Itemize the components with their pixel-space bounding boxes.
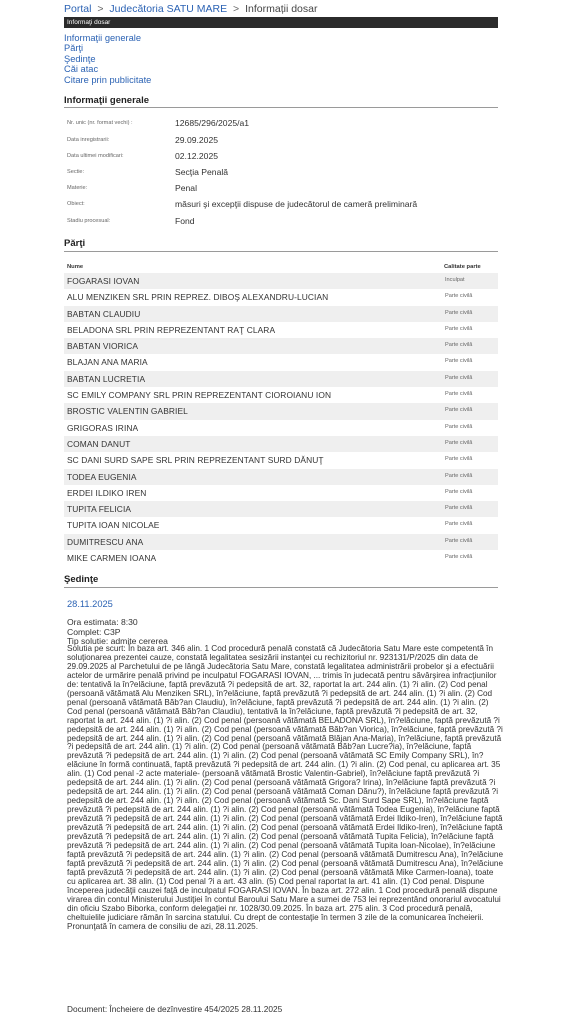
table-row bbox=[64, 354, 498, 370]
table-row bbox=[64, 534, 498, 550]
party-name: BLAJAN ANA MARIA bbox=[67, 357, 148, 368]
info-value: 29.09.2025 bbox=[175, 135, 219, 145]
info-row-nr-unic bbox=[67, 118, 497, 135]
party-name: TODEA EUGENIA bbox=[67, 471, 137, 482]
table-row bbox=[64, 403, 498, 419]
table-row bbox=[64, 436, 498, 452]
party-name: DUMITRESCU ANA bbox=[67, 536, 144, 547]
table-row bbox=[64, 273, 498, 289]
hearing-document: Document: Încheiere de dezînvestire 454/2025 28.11.2025 bbox=[67, 1004, 283, 1014]
column-header-calitate: Calitate parte bbox=[444, 264, 481, 270]
breadcrumb-portal-link[interactable]: Portal bbox=[64, 3, 92, 15]
party-name: TUPITA FELICIA bbox=[67, 504, 132, 515]
info-value: 12685/296/2025/a1 bbox=[175, 118, 250, 128]
party-role: Parte civilă bbox=[445, 521, 473, 528]
table-row bbox=[64, 469, 498, 485]
table-row bbox=[64, 485, 498, 501]
party-role: Parte civilă bbox=[445, 472, 473, 479]
info-value: Penal bbox=[175, 183, 197, 193]
info-value: 02.12.2025 bbox=[175, 151, 219, 161]
divider bbox=[64, 251, 498, 252]
table-row bbox=[64, 452, 498, 468]
info-label: Stadiu procesual: bbox=[67, 218, 111, 224]
party-role: Parte civilă bbox=[445, 358, 473, 365]
page-title-bar: Informaţi dosar bbox=[64, 17, 498, 28]
party-name: GRIGORAS IRINA bbox=[67, 422, 139, 433]
column-header-nume: Nume bbox=[67, 264, 84, 270]
nav-link-citare-publicitate[interactable]: Citare prin publicitate bbox=[64, 74, 152, 85]
party-name: COMAN DANUT bbox=[67, 438, 131, 449]
party-role: Parte civilă bbox=[445, 407, 473, 414]
table-row bbox=[64, 289, 498, 305]
table-row bbox=[64, 517, 498, 533]
table-row bbox=[64, 306, 498, 322]
party-role: Parte civilă bbox=[445, 342, 473, 349]
party-name: BABTAN VIORICA bbox=[67, 341, 139, 352]
nav-link-parti[interactable]: Părţi bbox=[64, 43, 84, 54]
info-label: Materie: bbox=[67, 185, 88, 191]
breadcrumb-separator: > bbox=[233, 3, 240, 15]
table-row bbox=[64, 501, 498, 517]
party-role: Parte civilă bbox=[445, 391, 473, 398]
section-heading-sedinte: Şedinţe bbox=[64, 574, 99, 585]
info-label: Nr. unic (nr. format vechi) : bbox=[67, 120, 133, 126]
party-role: Parte civilă bbox=[445, 293, 473, 300]
party-name: TUPITA IOAN NICOLAE bbox=[67, 520, 160, 531]
table-row bbox=[64, 550, 498, 566]
divider bbox=[64, 587, 498, 588]
party-role: Parte civilă bbox=[445, 439, 473, 446]
table-row bbox=[64, 338, 498, 354]
party-name: ERDEI ILDIKO IREN bbox=[67, 487, 147, 498]
info-value: Fond bbox=[175, 216, 195, 226]
breadcrumb-separator: > bbox=[97, 3, 104, 15]
hearing-panel: Complet: C3P bbox=[67, 627, 121, 637]
table-row bbox=[64, 322, 498, 338]
party-role: Parte civilă bbox=[445, 488, 473, 495]
party-name: FOGARASI IOVAN bbox=[67, 276, 140, 286]
breadcrumb-current: Informații dosar bbox=[245, 3, 318, 15]
info-row-data-modificari bbox=[67, 151, 497, 168]
info-value: Secţia Penală bbox=[175, 167, 229, 177]
parti-table-header bbox=[64, 262, 498, 272]
party-role: Parte civilă bbox=[445, 309, 473, 316]
party-role: Parte civilă bbox=[445, 554, 473, 561]
nav-link-cai-atac[interactable]: Căi atac bbox=[64, 64, 99, 75]
party-role: Parte civilă bbox=[445, 423, 473, 430]
hearing-time: Ora estimata: 8:30 bbox=[67, 617, 138, 627]
party-name: BABTAN CLAUDIU bbox=[67, 308, 141, 319]
party-role: Parte civilă bbox=[445, 537, 473, 544]
info-row-obiect bbox=[67, 199, 497, 216]
divider bbox=[64, 107, 498, 108]
table-row bbox=[64, 387, 498, 403]
breadcrumb-court-link[interactable]: Judecătoria SATU MARE bbox=[109, 3, 228, 15]
info-label: Data inregistrarii: bbox=[67, 137, 110, 143]
nav-link-informatii-generale[interactable]: Informaţii generale bbox=[64, 33, 141, 43]
party-name: ALU MENZIKEN SRL PRIN REPREZ. DIBOŞ ALEXANDRU-LUCIAN bbox=[67, 292, 329, 303]
party-name: BELADONA SRL PRIN REPREZENTANT RAŢ CLARA bbox=[67, 324, 276, 335]
info-row-sectie bbox=[67, 167, 497, 184]
info-label: Data ultimei modificari: bbox=[67, 153, 124, 159]
table-row bbox=[64, 420, 498, 436]
table-row bbox=[64, 371, 498, 387]
party-role: Parte civilă bbox=[445, 505, 473, 512]
hearing-solution-text: Solutia pe scurt: În baza art. 346 alin. 1 Cod procedură penală constată că Judecătoria Satu Mare este competentă în soluţionarea prezentei cauze, constată legalitatea sesizării instanţei cu rechizitoriul nr. 923131/P/2025 din data de 29.09.2025 al Parchetului de pe lângă Judecătoria Satu Mare, constată legalitatea administrării probelor şi a efectuării actelor de urmărire penală privind pe inculpatul FOGARASI IOVAN, ... trimis în judecată pentru săvârşirea infracţiunilor de: tentativă la în?elăciune, faptă prevăzută ?i pedepsită de art. 32, raportat la art. 244 alin. (1) ?i alin. (2) Cod penal (persoană vătămată Alu Menziken SRL), în?elăciune, faptă prevăzută ?i pedepsită de art. 244 alin. (1) ?i alin. (2) Cod penal (persoană vătămată Băb?an Claudiu), în?elăciune, faptă prevăzută ?i pedepsită de art. 244 alin. (1) ?i alin. (2) Cod penal (persoană vătămată Băb?an Claudiu), tentativă la în?elăciune, faptă prevăzută ?i pedepsită de art. 32, raportat la art. 244 alin. (1) ?i alin. (2) Cod penal (persoană vătămată BELADONA SRL), în?elăciune, faptă prevăzută ?i pedepsită de art. 244 alin. (1) ?i alin. (2) Cod penal (persoană vătămată Băb?an Viorica), în?elăciune, faptă prevăzută ?i pedepsită de art. 244 alin. (1) ?i alin. (2) Cod penal (persoană vătămată Blăjan Ana-Maria), în?elăciune, faptă prevăzută ?i pedepsită de art. 244 alin. (1) ?i alin. (2) Cod penal (persoană vătămată Băb?an Lucre?ia), în?elăciune, faptă prevăzută ?i pedepsită de art. 244 alin. (1) ?i alin. (2) Cod penal (persoană vătămată SC Emily Company SRL), în?elăciune în formă continuată, faptă prevăzută ?i pedepsită de art. 244 alin. (1) ?i alin. (2) Cod penal, cu aplicarea art. 35 alin. (1) Cod penal -2 acte materiale- (persoană vătămată Brostic Valentin-Gabriel), în?elăciune faptă prevăzută ?i pedepsită de art. 244 alin. (1) ?i alin. (2) Cod penal (persoană vătămată Grigora? Irina), în?elăciune faptă prevăzută ?i pedepsită de art. 244 alin. (1) ?i alin. (2) Cod penal (persoană vătămată Coman Dănu?), în?elăciune faptă prevăzută ?i pedepsită de art. 244 alin. (1) ?i alin. (2) Cod penal (persoană vătămată Sc. Dani Surd Sape SRL), în?elăciune faptă prevăzută ?i pedepsită de art. 244 alin. (1) ?i alin. (2) Cod penal (persoană vătămată Todea Eugenia), în?elăciune faptă prevăzută ?i pedepsită de art. 244 alin. (1) ?i alin. (2) Cod penal (persoană vătămată Erdei Ildiko-Iren), în?elăciune faptă prevăzută ?i pedepsită de art. 244 alin. (1) ?i alin. (2) Cod penal (persoană vătămată Erdei Ildiko-Iren), în?elăciune faptă prevăzută ?i pedepsită de art. 244 alin. (1) ?i alin. (2) Cod penal (persoană vătămată Tupita Felicia), în?elăciune faptă prevăzută ?i pedepsită de art. 244 alin. (1) ?i alin. (2) Cod penal (persoană vătămată Tupita Ioan-Nicolae), în?elăciune faptă prevăzută ?i pedepsită de art. 244 alin. (1) ?i alin. (2) Cod penal (persoană vătămată Dumitrescu Ana), în?elăciune faptă prevăzută ?i pedepsită de art. 244 alin. (1) ?i alin. (2) Cod penal (persoană vătămată Dumitrescu Ana), în?elăciune faptă prevăzută ?i pedepsită de art. 244 alin. (1) ?i alin. (2) Cod penal (persoană vătămată Mike Carmen-Ioana), toate cu aplicarea art. 38 alin. (1) Cod penal ?i a art. 43 alin. (5) Cod penal raportat la art. 41 alin. (1) Cod penal. Dispune începerea judecăţii cauzei faţă de inculpatul FOGARASI IOVAN. În baza art. 272 alin. 1 Cod procedură penală dispune virarea din contul Ministerului Justiţiei în contul Baroului Satu Mare a sumei de 753 lei reprezentând onorariul avocatului din oficiu Szabo Biborka, conform delegaţiei nr. 1028/30.09.2025. În baza art. 275 alin. 3 Cod procedură penală, cheltuielile judiciare rămân în sarcina statului. Cu drept de contestaţie în termen 3 zile de la comunicarea încheierii. Pronunţată în camera de consiliu de azi, 28.11.2025. bbox=[67, 644, 504, 931]
parti-table bbox=[64, 273, 498, 566]
party-name: SC EMILY COMPANY SRL PRIN REPREZENTANT CIOROIANU ION bbox=[67, 390, 332, 401]
info-label: Sectie: bbox=[67, 169, 85, 175]
info-row-materie bbox=[67, 183, 497, 200]
info-row-data-inregistrarii bbox=[67, 135, 497, 152]
info-value: măsuri şi excepţii dispuse de judecătorul de cameră preliminară bbox=[175, 199, 418, 209]
section-heading-parti: Părţi bbox=[64, 238, 86, 249]
hearing-date: 28.11.2025 bbox=[67, 599, 113, 609]
party-role: Parte civilă bbox=[445, 325, 473, 332]
section-nav bbox=[64, 33, 151, 85]
party-name: MIKE CARMEN IOANA bbox=[67, 553, 157, 564]
party-name: BROSTIC VALENTIN GABRIEL bbox=[67, 406, 188, 417]
nav-link-sedinte[interactable]: Şedinţe bbox=[64, 53, 96, 64]
party-role: Parte civilă bbox=[445, 374, 473, 381]
party-role: Inculpat bbox=[445, 277, 465, 283]
party-role: Parte civilă bbox=[445, 456, 473, 463]
party-name: SC DANI SURD SAPE SRL PRIN REPREZENTANT SURD DĂNUŢ bbox=[67, 455, 324, 466]
party-name: BABTAN LUCRETIA bbox=[67, 373, 146, 384]
info-row-stadiu bbox=[67, 216, 497, 233]
section-heading-general: Informaţii generale bbox=[64, 95, 149, 106]
info-label: Obiect: bbox=[67, 201, 85, 207]
hearing-solution-type: Tip solutie: admite cererea bbox=[67, 636, 168, 646]
breadcrumb bbox=[64, 3, 317, 15]
